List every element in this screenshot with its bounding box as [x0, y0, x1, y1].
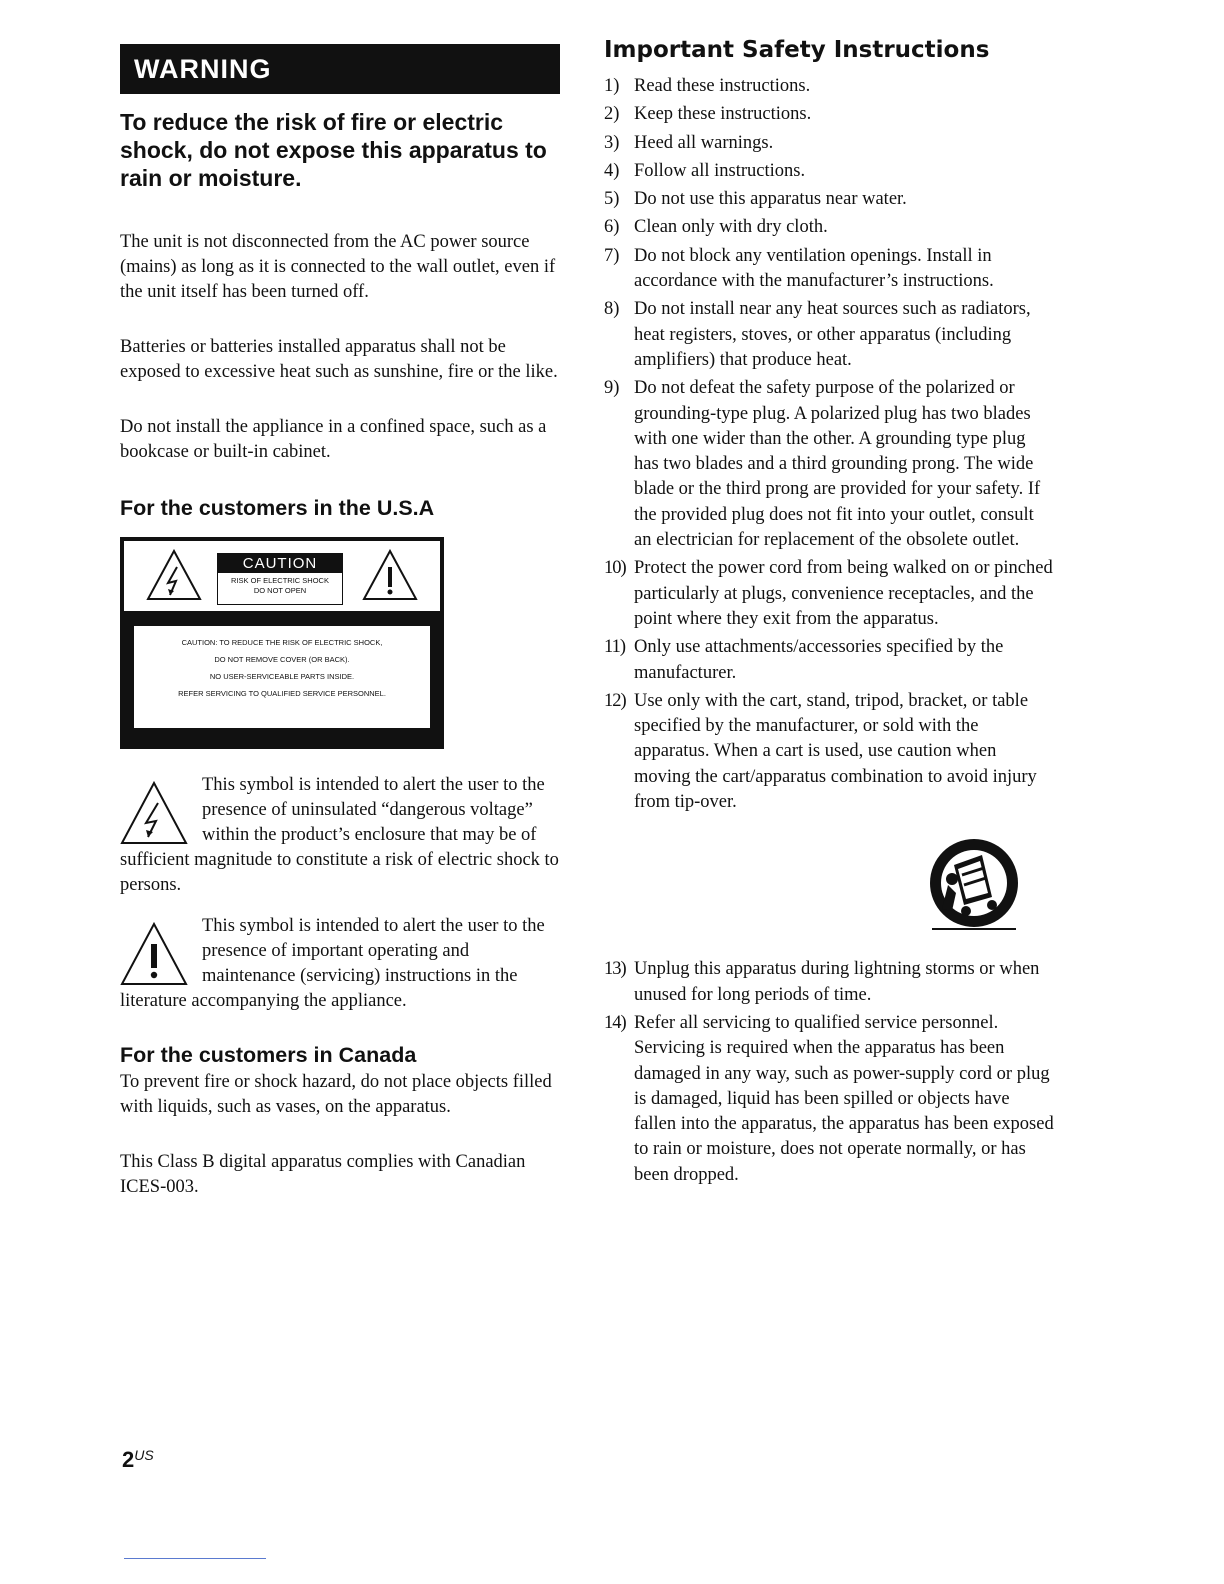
right-column: [604, 34, 1054, 1191]
batteries-paragraph: Batteries or batteries installed apparatus shall not be exposed to excessive heat such as sunshine, fire or the like.: [120, 337, 558, 382]
list-item: 13) Unplug this apparatus during lightning storms or when unused for long periods of time.: [604, 959, 1040, 1005]
page-number: $2^{US}$: [122, 1447, 154, 1472]
list-item: 8) Do not install near any heat sources such as radiators, heat registers, stoves, or other apparatus (including amplifiers) that produce heat.: [604, 299, 1031, 370]
canada-heading: For the customers in Canada: [120, 1043, 417, 1067]
ac-power-paragraph: The unit is not disconnected from the AC power source (mains) as long as it is connected to the wall outlet, even if the unit itself has been turned off.: [120, 232, 556, 302]
list-item: 14) Refer all servicing to qualified service personnel. Servicing is required when the apparatus has been damaged in any way, such as power-supply cord or plug is damaged, liquid has been spilled or objects have fallen into the apparatus, the apparatus has been exposed to rain or moisture, does not operate normally, or has been dropped.: [604, 1012, 1054, 1185]
exclaim-symbol-note: [120, 914, 560, 1014]
list-item: 2) Keep these instructions.: [604, 104, 812, 125]
canada-paragraph-1: To prevent fire or shock hazard, do not place objects filled with liquids, such as vases, on the apparatus.: [120, 1072, 552, 1117]
caution-line-2: DO NOT OPEN: [253, 586, 307, 595]
usa-heading: For the customers in the U.S.A: [120, 496, 435, 520]
exclaim-symbol-text: This symbol is intended to alert the user to the presence of important operating and maintenance (servicing) instructions in the literature accompanying the appliance.: [120, 916, 545, 1011]
cart-tipover-icon: [926, 835, 1022, 935]
caution-bottom-line: REFER SERVICING TO QUALIFIED SERVICE PERSONNEL.: [178, 689, 386, 698]
caution-label-graphic: [120, 537, 444, 749]
list-item: 1) Read these instructions.: [604, 76, 811, 96]
list-item: 12) Use only with the cart, stand, tripod, bracket, or table specified by the manufacturer, or sold with the apparatus. When a cart is used, use caution when moving the cart/apparatus combination to avoid injury from tip-over.: [604, 690, 1037, 813]
list-item: 9) Do not defeat the safety purpose of the polarized or grounding-type plug. A polarized plug has two blades with one wider than the other. A grounding type plug has two blades and a third grounding prong. The wide blade or the third prong are provided for your safety. If the provided plug does not fit into your outlet, consult an electrician for replacement of the obsolete outlet.: [604, 378, 1041, 551]
list-item: 5) Do not use this apparatus near water.: [604, 189, 907, 210]
list-item: 10) Protect the power cord from being walked on or pinched particularly at plugs, convenience receptacles, and the point where they exit from the apparatus.: [604, 558, 1053, 629]
page-suffix: US: [134, 1447, 154, 1463]
caution-line-1: RISK OF ELECTRIC SHOCK: [231, 576, 329, 585]
warning-heading: To reduce the risk of fire or electric shock, do not expose this apparatus to rain or moisture.: [120, 109, 547, 191]
install-paragraph: Do not install the appliance in a confined space, such as a bookcase or built-in cabinet.: [120, 417, 547, 462]
safety-heading: Important Safety Instructions: [604, 37, 990, 63]
caution-text-panel: [133, 625, 431, 729]
footer-rule: [124, 1558, 266, 1559]
lightning-warning-icon: [146, 549, 202, 601]
instruction-list-continued: [604, 957, 1054, 1188]
list-item: 6) Clean only with dry cloth.: [604, 217, 828, 238]
lightning-warning-icon: [120, 781, 188, 845]
list-item: 7) Do not block any ventilation openings. Install in accordance with the manufacturer’s instructions.: [604, 245, 994, 292]
list-item: 3) Heed all warnings.: [604, 132, 774, 153]
caution-bottom-line: CAUTION: TO REDUCE THE RISK OF ELECTRIC SHOCK,: [181, 638, 383, 647]
list-item: 11) Only use attachments/accessories specified by the manufacturer.: [604, 637, 1004, 683]
caution-bottom-line: DO NOT REMOVE COVER (OR BACK).: [214, 655, 350, 664]
voltage-symbol-text: This symbol is intended to alert the user to the presence of uninsulated “dangerous voltage” within the product’s enclosure that may be of sufficient magnitude to constitute a risk of electric shock to persons.: [120, 775, 559, 895]
left-column: [120, 44, 560, 1200]
caution-bottom-line: NO USER-SERVICEABLE PARTS INSIDE.: [209, 672, 355, 681]
voltage-symbol-note: [120, 773, 560, 898]
caution-title: CAUTION: [218, 554, 342, 573]
warning-banner: WARNING: [120, 44, 560, 94]
caution-label: [217, 553, 343, 605]
list-item: 4) Follow all instructions.: [604, 160, 806, 181]
exclamation-warning-icon: [120, 922, 188, 986]
exclamation-warning-icon: [362, 549, 418, 601]
instruction-list: [604, 74, 1054, 815]
canada-paragraph-2: This Class B digital apparatus complies with Canadian ICES-003.: [120, 1152, 526, 1197]
